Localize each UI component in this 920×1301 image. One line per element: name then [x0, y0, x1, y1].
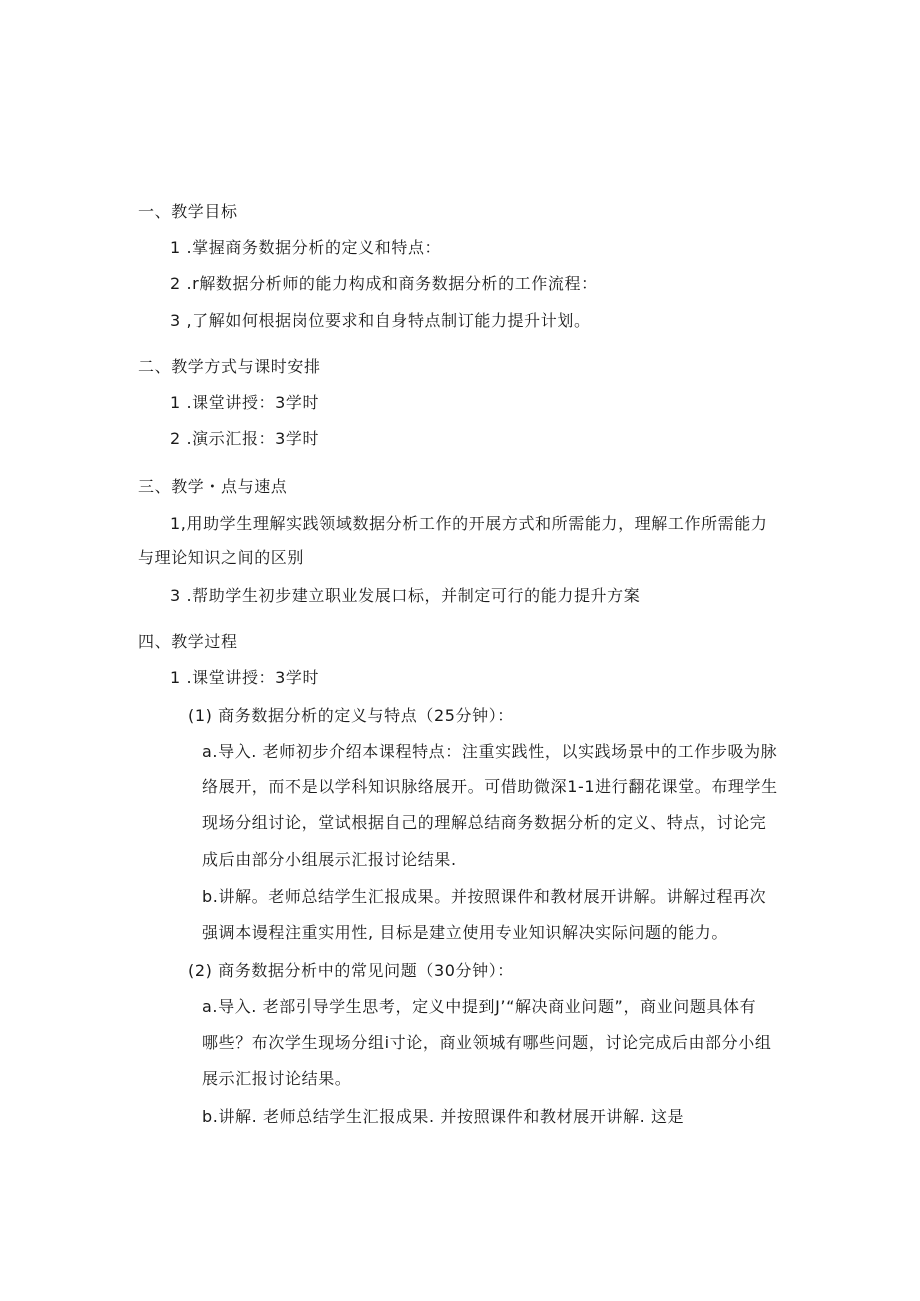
objective-item-1: 1 .掌握商务数据分析的定义和特点： — [170, 238, 442, 257]
section-heading-key-points: 三、教学・点与速点 — [138, 477, 288, 496]
subsection-2-a-line-3: 展示汇报讨论结果。 — [202, 1069, 352, 1088]
section-heading-methods: 二、教学方式与课时安排 — [138, 357, 321, 376]
subsection-1-title: (1) 商务数据分析的定义与特点（25分钟）： — [188, 706, 514, 725]
subsection-1-a-line-4: 成后由部分小组展示汇报讨论结果. — [202, 850, 457, 869]
key-point-item-1-line-1: 1,用助学生理解实践领域数据分析工作的开展方式和所需能力，理解工作所需能力 — [170, 514, 768, 533]
subsection-2-a-line-1: a.导入. 老部引导学生思考，定义中提到J’“解决商业问题”，商业问题具体有 — [202, 997, 757, 1016]
objective-item-3: 3 ,了解如何根据岗位要求和自身特点制订能力提升计划。 — [170, 311, 591, 330]
key-point-item-1-line-2: 与理论知识之间的区别 — [138, 548, 305, 567]
subsection-1-a-line-3: 现场分组讨论，堂试根据自己的理解总结商务数据分析的定义、特点，讨论完 — [202, 813, 767, 832]
subsection-2-b-line-1: b.讲解. 老师总结学生汇报成果. 并按照课件和教材展开讲解. 这是 — [202, 1107, 685, 1126]
key-point-item-3: 3 .帮助学生初步建立职业发展口标，并制定可行的能力提升方案 — [170, 586, 641, 605]
subsection-1-b-line-2: 强调本谩程注重实用性, 目标是建立使用专业知识解决实际问题的能力。 — [202, 923, 728, 942]
subsection-2-title: (2) 商务数据分析中的常见问题（30分钟）： — [188, 961, 514, 980]
subsection-2-a-line-2: 哪些？布次学生现场分组i寸论，商业领城有哪些问题，讨论完成后由部分小组 — [202, 1033, 772, 1052]
section-heading-objectives: 一、教学目标 — [138, 202, 238, 221]
subsection-1-a-line-1: a.导入. 老师初步介绍本课程特点：注重实践性，以实践场景中的工作步吸为脉 — [202, 742, 778, 761]
section-heading-process: 四、教学过程 — [138, 632, 238, 651]
process-item-1: 1 .课堂讲授：3学时 — [170, 668, 320, 687]
objective-item-2: 2 .r解数据分析师的能力构成和商务数据分析的工作流程： — [170, 274, 598, 293]
method-item-2: 2 .演示汇报：3学时 — [170, 429, 320, 448]
subsection-1-b-line-1: b.讲解。老师总结学生汇报成果。并按照课件和教材展开讲解。讲解过程再次 — [202, 887, 767, 906]
method-item-1: 1 .课堂讲授：3学时 — [170, 393, 320, 412]
subsection-1-a-line-2: 络展开，而不是以学科知识脉络展开。可借助微深1-1进行翻花课堂。布理学生 — [202, 777, 778, 796]
